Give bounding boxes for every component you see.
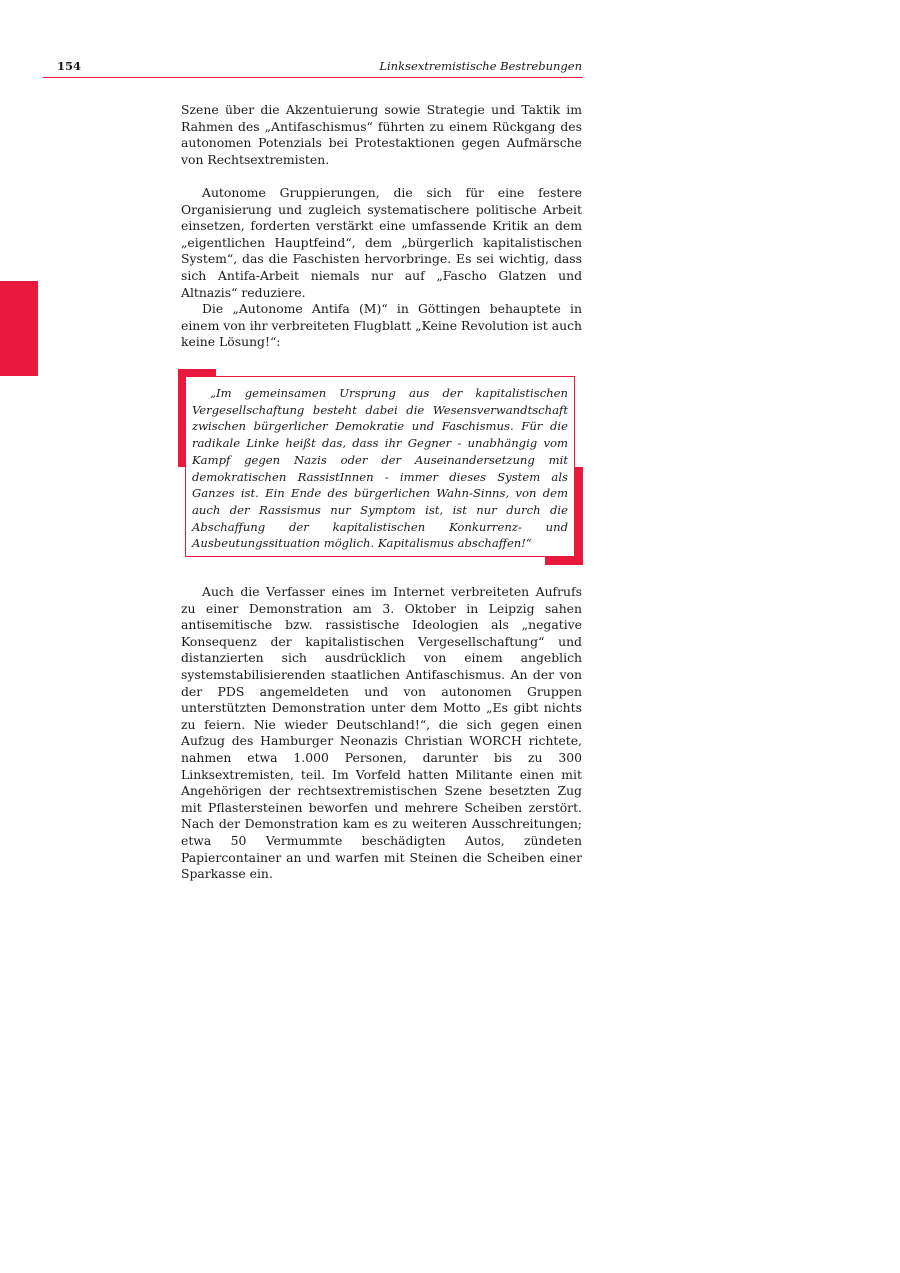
- quote-box: [185, 376, 575, 557]
- body-text-bottom: [181, 584, 582, 883]
- paragraph-1: Szene über die Akzentuierung sowie Strategie und Taktik im Rahmen des „Antifaschismus“ führten zu einem Rückgang des autonomen Potenzials bei Protestaktionen gegen Aufmärsche von Rechtsextremisten.: [181, 102, 582, 167]
- chapter-side-tab: [0, 281, 38, 376]
- quote-accent-right: [574, 467, 583, 565]
- page-header: [43, 58, 583, 78]
- running-title: Linksextremistische Bestrebungen: [379, 59, 582, 73]
- paragraph-4: Auch die Verfasser eines im Internet verbreiteten Aufrufs zu einer Demonstration am 3. Oktober in Leipzig sahen antisemitische bzw. rassistische Ideologien als „negative Konsequenz der kapitalistischen Vergesellschaftung“ und distanzierten sich ausdrücklich von einem angeblich systemstabilisierenden staatlichen Antifaschismus. An der von der PDS angemeldeten und von autonomen Gruppen unterstützten Demonstration unter dem Motto „Es gibt nichts zu feiern. Nie wieder Deutschland!“, die sich gegen einen Aufzug des Hamburger Neonazis Christian WORCH richtete, nahmen etwa 1.000 Personen, darunter bis zu 300 Linksextremisten, teil. Im Vorfeld hatten Militante einen mit Angehörigen der rechtsextremistischen Szene besetzten Zug mit Pflastersteinen beworfen und mehrere Scheiben zerstört. Nach der Demonstration kam es zu weiteren Ausschreitungen; etwa 50 Vermummte beschädigten Autos, zündeten Papiercontainer an und warfen mit Steinen die Scheiben einer Sparkasse ein.: [181, 584, 582, 882]
- quote-text: „Im gemeinsamen Ursprung aus der kapitalistischen Vergesellschaftung besteht dabei die Wesensverwandtschaft zwischen bürgerlicher Demokratie und Faschismus. Für die radikale Linke heißt das, dass ihr Gegner - unabhängig vom Kampf gegen Nazis oder der Auseinandersetzung mit demokratischen RassistInnen - immer dieses System als Ganzes ist. Ein Ende des bürgerlichen Wahn-Sinns, von dem auch der Rassismus nur Symptom ist, ist nur durch die Abschaffung der kapitalistischen Konkurrenz- und Ausbeutungssituation möglich. Kapitalismus abschaffen!“: [192, 386, 568, 551]
- page-number: 154: [57, 59, 82, 73]
- body-text-top: [181, 102, 582, 351]
- paragraph-3: Die „Autonome Antifa (M)“ in Göttingen behauptete in einem von ihr verbreiteten Flugblatt „Keine Revolution ist auch keine Lösung!“:: [181, 301, 582, 350]
- quote-accent-bottom: [545, 557, 583, 565]
- paragraph-2: Autonome Gruppierungen, die sich für eine festere Organisierung und zugleich systematischere politische Arbeit einsetzen, forderten verstärkt eine umfassende Kritik an dem „eigentlichen Hauptfeind“, dem „bürgerlich kapitalistischen System“, das die Faschisten hervorbringe. Es sei wichtig, dass sich Antifa-Arbeit niemals nur auf „Fascho Glatzen und Altnazis“ reduziere.: [181, 184, 582, 300]
